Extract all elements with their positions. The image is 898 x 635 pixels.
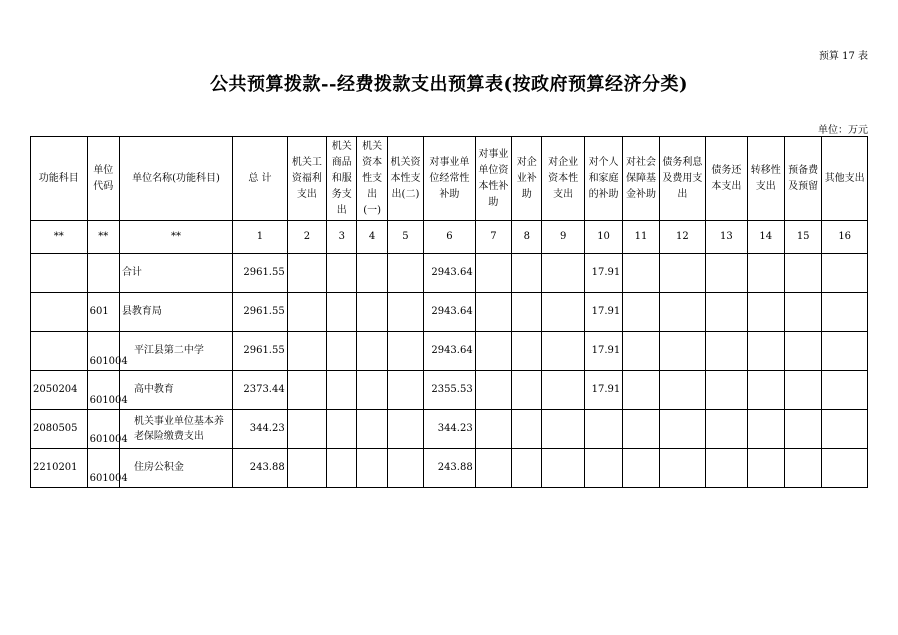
table-row xyxy=(31,254,868,293)
total-cell: 344.23 xyxy=(233,410,288,449)
header-row xyxy=(31,137,868,221)
index-cell: ** xyxy=(87,221,119,254)
unit-name-cell: 住房公积金 xyxy=(119,449,232,488)
unit-code-cell: 601004 xyxy=(87,371,119,410)
unit-name-cell: 机关事业单位基本养老保险缴费支出 xyxy=(119,410,232,449)
index-cell: 8 xyxy=(512,221,542,254)
index-row xyxy=(31,221,868,254)
index-cell: 2 xyxy=(287,221,326,254)
personal-subsidy-cell: 17.91 xyxy=(584,293,622,332)
index-cell: 4 xyxy=(357,221,387,254)
personal-subsidy-cell: 17.91 xyxy=(584,332,622,371)
table-row xyxy=(31,371,868,410)
index-cell: ** xyxy=(31,221,88,254)
unit-name-cell: 县教育局 xyxy=(119,293,232,332)
index-cell: 16 xyxy=(822,221,868,254)
total-cell: 243.88 xyxy=(233,449,288,488)
index-cell: 1 xyxy=(233,221,288,254)
index-cell: 7 xyxy=(475,221,511,254)
index-cell: 10 xyxy=(584,221,622,254)
form-number: 预算 17 表 xyxy=(818,51,868,62)
total-cell: 2961.55 xyxy=(233,293,288,332)
unit-name-cell: 平江县第二中学 xyxy=(119,332,232,371)
func-code-cell xyxy=(31,332,88,371)
func-code-cell: 2210201 xyxy=(31,449,88,488)
header-cell: 机关工资福利支出 xyxy=(287,137,326,221)
personal-subsidy-cell: 17.91 xyxy=(584,371,622,410)
header-cell: 单位名称(功能科目) xyxy=(119,137,232,221)
index-cell: 5 xyxy=(387,221,423,254)
institution-subsidy-cell: 243.88 xyxy=(424,449,476,488)
header-cell: 转移性支出 xyxy=(747,137,784,221)
index-cell: 6 xyxy=(424,221,476,254)
personal-subsidy-cell: 17.91 xyxy=(584,254,622,293)
header-cell: 对事业单位资本性补助 xyxy=(475,137,511,221)
total-cell: 2961.55 xyxy=(233,332,288,371)
func-code-cell: 2080505 xyxy=(31,410,88,449)
header-cell: 总 计 xyxy=(233,137,288,221)
index-cell: ** xyxy=(119,221,232,254)
header-cell: 对企业资本性支出 xyxy=(542,137,584,221)
index-cell: 12 xyxy=(659,221,706,254)
unit-code-cell: 601004 xyxy=(87,410,119,449)
header-cell: 对个人和家庭的补助 xyxy=(584,137,622,221)
header-cell: 债务还本支出 xyxy=(706,137,747,221)
header-cell: 预备费及预留 xyxy=(784,137,821,221)
table-row xyxy=(31,410,868,449)
header-cell: 功能科目 xyxy=(31,137,88,221)
unit-name-cell: 高中教育 xyxy=(119,371,232,410)
unit-code-cell: 601 xyxy=(87,293,119,332)
institution-subsidy-cell: 2943.64 xyxy=(424,293,476,332)
table-row xyxy=(31,449,868,488)
index-cell: 3 xyxy=(327,221,357,254)
header-cell: 机关资本性支出(一) xyxy=(357,137,387,221)
unit-label: 单位：万元 xyxy=(818,125,868,136)
header-cell: 对企业补助 xyxy=(512,137,542,221)
index-cell: 14 xyxy=(747,221,784,254)
unit-code-cell: 601004 xyxy=(87,449,119,488)
institution-subsidy-cell: 2943.64 xyxy=(424,332,476,371)
personal-subsidy-cell xyxy=(584,410,622,449)
unit-code-cell: 601004 xyxy=(87,332,119,371)
header-cell: 机关商品和服务支出 xyxy=(327,137,357,221)
header-cell: 单位代码 xyxy=(87,137,119,221)
index-cell: 11 xyxy=(623,221,659,254)
institution-subsidy-cell: 2355.53 xyxy=(424,371,476,410)
header-cell: 对社会保障基金补助 xyxy=(623,137,659,221)
index-cell: 13 xyxy=(706,221,747,254)
institution-subsidy-cell: 2943.64 xyxy=(424,254,476,293)
func-code-cell: 2050204 xyxy=(31,371,88,410)
header-cell: 其他支出 xyxy=(822,137,868,221)
budget-table xyxy=(30,136,868,488)
header-cell: 机关资本性支出(二) xyxy=(387,137,423,221)
personal-subsidy-cell xyxy=(584,449,622,488)
header-cell: 债务利息及费用支出 xyxy=(659,137,706,221)
header-cell: 对事业单位经常性补助 xyxy=(424,137,476,221)
table-row xyxy=(31,332,868,371)
total-cell: 2961.55 xyxy=(233,254,288,293)
page-title: 公共预算拨款--经费拨款支出预算表(按政府预算经济分类) xyxy=(210,74,688,95)
func-code-cell xyxy=(31,293,88,332)
index-cell: 15 xyxy=(784,221,821,254)
index-cell: 9 xyxy=(542,221,584,254)
institution-subsidy-cell: 344.23 xyxy=(424,410,476,449)
total-cell: 2373.44 xyxy=(233,371,288,410)
table-row xyxy=(31,293,868,332)
func-code-cell xyxy=(31,254,88,293)
unit-name-cell: 合计 xyxy=(119,254,232,293)
unit-code-cell xyxy=(87,254,119,293)
